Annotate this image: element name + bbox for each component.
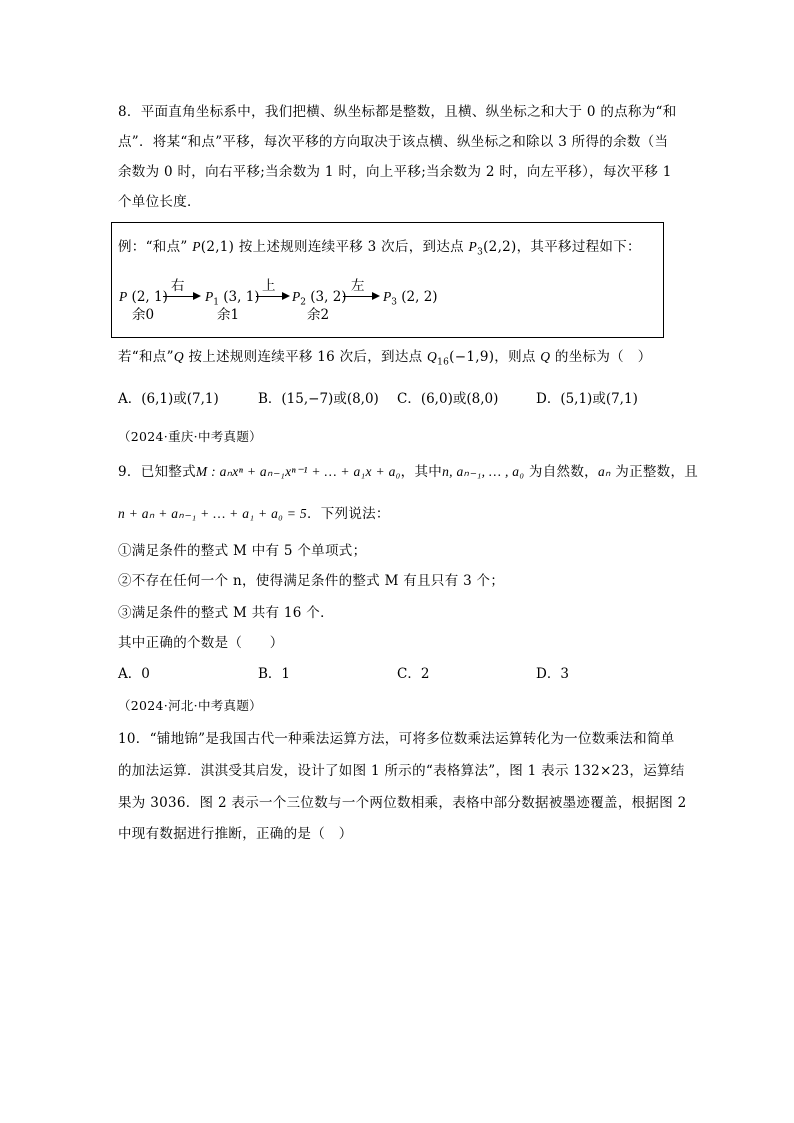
process-remainder-2: 余2 (307, 307, 330, 323)
q9-line-2: n + aₙ + aₙ₋₁ + … + a₁ + a₀ = 5．下列说法： (118, 506, 390, 522)
example-end-coords: (2,2) (483, 239, 517, 255)
q9-statement-2: ②不存在任何一个 n，使得满足条件的整式 M 有且只有 3 个； (118, 573, 505, 589)
example-coords: (2,1) (200, 239, 235, 255)
q9-statement-1: ①满足条件的整式 M 中有 5 个单项式； (118, 543, 367, 559)
process-remainder-0: 余0 (132, 307, 155, 323)
process-arrow-1 (163, 296, 199, 297)
example-point-p: P (192, 239, 201, 254)
q9-option-c: C．2 (397, 666, 430, 682)
q10-line-3: 果为 3036．图 2 表示一个三位数与一个两位数相乘，表格中部分数据被墨迹覆盖，根据图 2 (118, 795, 687, 811)
process-arrow-label-up: 上 (262, 278, 276, 294)
q10-line-2: 的加法运算．淇淇受其启发，设计了如图 1 所示的“表格算法”，图 1 表示 132×23，运算结 (118, 763, 685, 779)
process-p0: P (2, 1) (119, 289, 168, 305)
q9-option-a: A．0 (118, 666, 150, 682)
q8-option-c: C．(6,0)或(8,0) (397, 391, 499, 407)
q9-option-d: D．3 (536, 666, 569, 682)
example-p3-sub: 3 (477, 247, 484, 258)
q8-option-b: B．(15,−7)或(8,0) (258, 391, 379, 407)
q8-line-1: 8．平面直角坐标系中，我们把横、纵坐标都是整数，且横、纵坐标之和大于 0 的点称为“和 (118, 104, 677, 120)
q8-option-d: D．(5,1)或(7,1) (536, 391, 638, 407)
source-2024-hebei: （2024·河北·中考真题） (118, 698, 262, 713)
q9-line-1: 9．已知整式M : aₙxⁿ + aₙ₋₁xⁿ⁻¹ + … + a₁x + a₀，其中n, aₙ₋₁, … , a₀ 为自然数，aₙ 为正整数，且 (118, 464, 699, 480)
q8-question-line: 若“和点”Q 按上述规则连续平移 16 次后，到达点 $Q_{16}(-1,9)$，则点 Q 的坐标为（ ） (118, 349, 652, 368)
process-remainder-1: 余1 (217, 307, 240, 323)
process-p1: $P_1$ (3, 1) (205, 289, 260, 308)
process-p2: $P_2$ (3, 2) (292, 289, 347, 308)
q9-option-b: B．1 (258, 666, 291, 682)
q10-line-1: 10．“铺地锦”是我国古代一种乘法运算方法，可将多位数乘法运算转化为一位数乘法和简单 (118, 731, 675, 747)
q8-line-4: 个单位长度． (118, 194, 201, 210)
example-pre: 例：“和点” (118, 239, 193, 255)
q9-statement-3: ③满足条件的整式 M 共有 16 个． (118, 605, 334, 621)
example-point-p3: P (468, 239, 478, 254)
process-p3: $P_3$ (2, 2) (383, 289, 438, 308)
q8-line-2: 点”．将某“和点”平移，每次平移的方向取决于该点横、纵坐标之和除以 3 所得的余数（当 (118, 134, 669, 150)
example-mid: 按上述规则连续平移 3 次后，到达点 (234, 239, 469, 255)
q8-option-a: A．(6,1)或(7,1) (118, 391, 219, 407)
q9-ask: 其中正确的个数是（ ） (118, 635, 284, 651)
process-arrow-label-left: 左 (351, 278, 365, 294)
q10-line-4: 中现有数据进行推断，正确的是（ ） (118, 826, 353, 842)
process-arrow-2 (256, 296, 288, 297)
process-arrow-3 (343, 296, 378, 297)
source-2024-chongqing: （2024·重庆·中考真题） (118, 429, 262, 444)
q8-line-3: 余数为 0 时，向右平移;当余数为 1 时，向上平移;当余数为 2 时，向左平移），每次平移 1 (118, 164, 672, 180)
process-arrow-label-right: 右 (171, 278, 185, 294)
example-post: ，其平移过程如下： (516, 239, 641, 255)
example-line (118, 238, 641, 262)
